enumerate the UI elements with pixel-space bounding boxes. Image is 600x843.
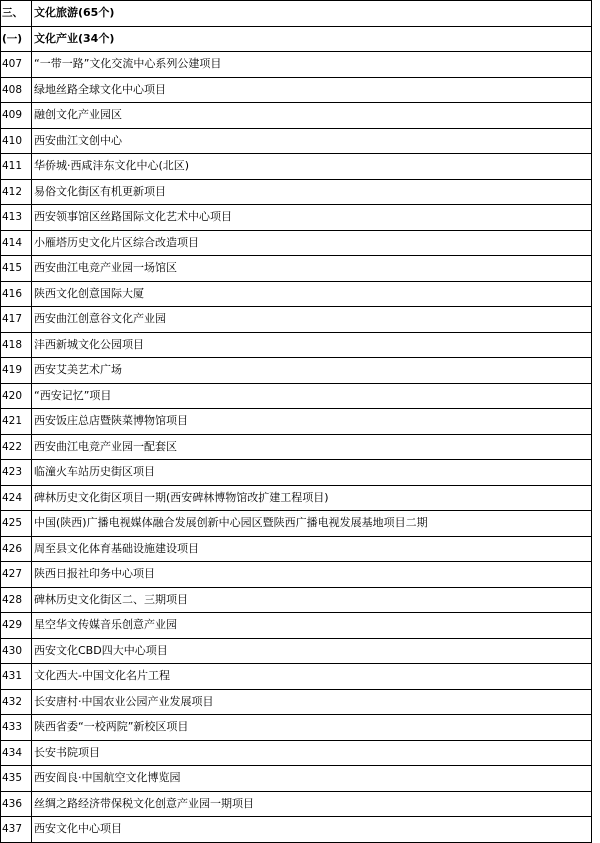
table-row [1,536,592,562]
project-name: 华侨城·西咸沣东文化中心(北区) [32,154,592,180]
project-name: 小雁塔历史文化片区综合改造项目 [32,230,592,256]
project-number: 426 [1,536,32,562]
project-number: 437 [1,817,32,843]
table-row [1,740,592,766]
table-row [1,307,592,333]
table-row [1,205,592,231]
table-row [1,511,592,537]
project-name: 文化西大-中国文化名片工程 [32,664,592,690]
project-number: 409 [1,103,32,129]
project-name: “西安记忆”项目 [32,383,592,409]
project-name: 西安领事馆区丝路国际文化艺术中心项目 [32,205,592,231]
project-number: 419 [1,358,32,384]
project-name: 碑林历史文化街区二、三期项目 [32,587,592,613]
project-name: 陕西省委“一校两院”新校区项目 [32,715,592,741]
project-name: 陕西文化创意国际大厦 [32,281,592,307]
project-number: 424 [1,485,32,511]
project-name: 沣西新城文化公园项目 [32,332,592,358]
project-name: 西安曲江电竞产业园一场馆区 [32,256,592,282]
table-row [1,613,592,639]
table-row [1,817,592,843]
project-name: 长安唐村·中国农业公园产业发展项目 [32,689,592,715]
table-row [1,766,592,792]
project-number: 431 [1,664,32,690]
table-row [1,179,592,205]
project-name: 陕西日报社印务中心项目 [32,562,592,588]
project-number: 407 [1,52,32,78]
project-name: 西安文化CBD四大中心项目 [32,638,592,664]
table-row [1,281,592,307]
project-name: 中国(陕西)广播电视媒体融合发展创新中心园区暨陕西广播电视发展基地项目二期 [32,511,592,537]
table-row [1,409,592,435]
table-row [1,230,592,256]
project-number: 416 [1,281,32,307]
project-number: 430 [1,638,32,664]
project-number: 423 [1,460,32,486]
project-name: 西安艾美艺术广场 [32,358,592,384]
table-row [1,689,592,715]
table-row [1,460,592,486]
table-row [1,77,592,103]
project-name: 临潼火车站历史街区项目 [32,460,592,486]
project-name: 西安阎良·中国航空文化博览园 [32,766,592,792]
section-title: 文化旅游(65个) [32,1,592,27]
project-number: 408 [1,77,32,103]
table-row [1,562,592,588]
project-number: 410 [1,128,32,154]
table-row [1,791,592,817]
table-row [1,664,592,690]
project-number: 436 [1,791,32,817]
subsection-header-row [1,26,592,52]
project-number: 427 [1,562,32,588]
project-number: 422 [1,434,32,460]
project-name: 星空华文传媒音乐创意产业园 [32,613,592,639]
table-row [1,638,592,664]
project-number: 411 [1,154,32,180]
section-header-row [1,1,592,27]
project-number: 428 [1,587,32,613]
table-row [1,434,592,460]
section-number: 三、 [1,1,32,27]
project-name: 西安文化中心项目 [32,817,592,843]
project-name: 西安饭庄总店暨陕菜博物馆项目 [32,409,592,435]
project-name: 周至县文化体育基础设施建设项目 [32,536,592,562]
table-row [1,332,592,358]
project-number: 435 [1,766,32,792]
project-number: 429 [1,613,32,639]
project-number: 420 [1,383,32,409]
subsection-number: (一) [1,26,32,52]
subsection-title: 文化产业(34个) [32,26,592,52]
project-name: “一带一路”文化交流中心系列公建项目 [32,52,592,78]
table-row [1,485,592,511]
table-row [1,154,592,180]
table-row [1,587,592,613]
project-number: 433 [1,715,32,741]
table-row [1,383,592,409]
project-name: 西安曲江创意谷文化产业园 [32,307,592,333]
project-number: 412 [1,179,32,205]
project-number: 414 [1,230,32,256]
project-name: 西安曲江文创中心 [32,128,592,154]
project-number: 434 [1,740,32,766]
table-row [1,103,592,129]
table-row [1,128,592,154]
table-row [1,358,592,384]
project-name: 易俗文化街区有机更新项目 [32,179,592,205]
table-row [1,715,592,741]
project-number: 418 [1,332,32,358]
project-name: 西安曲江电竞产业园一配套区 [32,434,592,460]
project-number: 413 [1,205,32,231]
project-number: 417 [1,307,32,333]
project-number: 421 [1,409,32,435]
project-number: 425 [1,511,32,537]
project-name: 融创文化产业园区 [32,103,592,129]
project-name: 绿地丝路全球文化中心项目 [32,77,592,103]
project-name: 丝绸之路经济带保税文化创意产业园一期项目 [32,791,592,817]
project-number: 415 [1,256,32,282]
project-name: 长安书院项目 [32,740,592,766]
project-number: 432 [1,689,32,715]
project-name: 碑林历史文化街区项目一期(西安碑林博物馆改扩建工程项目) [32,485,592,511]
table-row [1,256,592,282]
table-row [1,52,592,78]
